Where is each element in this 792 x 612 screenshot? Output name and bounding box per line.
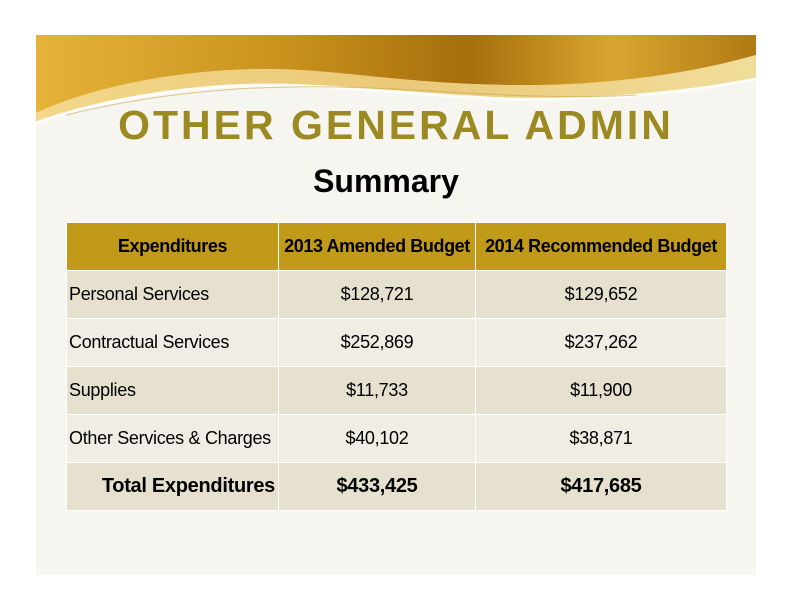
total-2014-value: $417,685	[476, 463, 727, 511]
slide-title: OTHER GENERAL ADMIN	[118, 102, 674, 148]
header-expenditures: Expenditures	[67, 223, 279, 271]
total-2013-value: $433,425	[279, 463, 476, 511]
table-row	[67, 319, 727, 367]
table-row	[67, 271, 727, 319]
row-2014-value: $237,262	[476, 319, 727, 367]
row-2013-value: $128,721	[279, 271, 476, 319]
header-2013-amended-budget: 2013 Amended Budget	[279, 223, 476, 271]
expenditures-table	[66, 222, 727, 511]
table-row	[67, 415, 727, 463]
row-2014-value: $38,871	[476, 415, 727, 463]
slide	[36, 35, 756, 575]
table-row	[67, 367, 727, 415]
header-2014-recommended-budget: 2014 Recommended Budget	[476, 223, 727, 271]
row-2013-value: $252,869	[279, 319, 476, 367]
row-label: Contractual Services	[67, 319, 279, 367]
total-row	[67, 463, 727, 511]
row-label: Other Services & Charges	[67, 415, 279, 463]
total-label: Total Expenditures	[67, 463, 279, 511]
row-2014-value: $11,900	[476, 367, 727, 415]
row-label: Supplies	[67, 367, 279, 415]
row-2013-value: $11,733	[279, 367, 476, 415]
row-2014-value: $129,652	[476, 271, 727, 319]
table-header-row	[67, 223, 727, 271]
slide-subtitle: Summary	[313, 163, 459, 199]
row-label: Personal Services	[67, 271, 279, 319]
row-2013-value: $40,102	[279, 415, 476, 463]
